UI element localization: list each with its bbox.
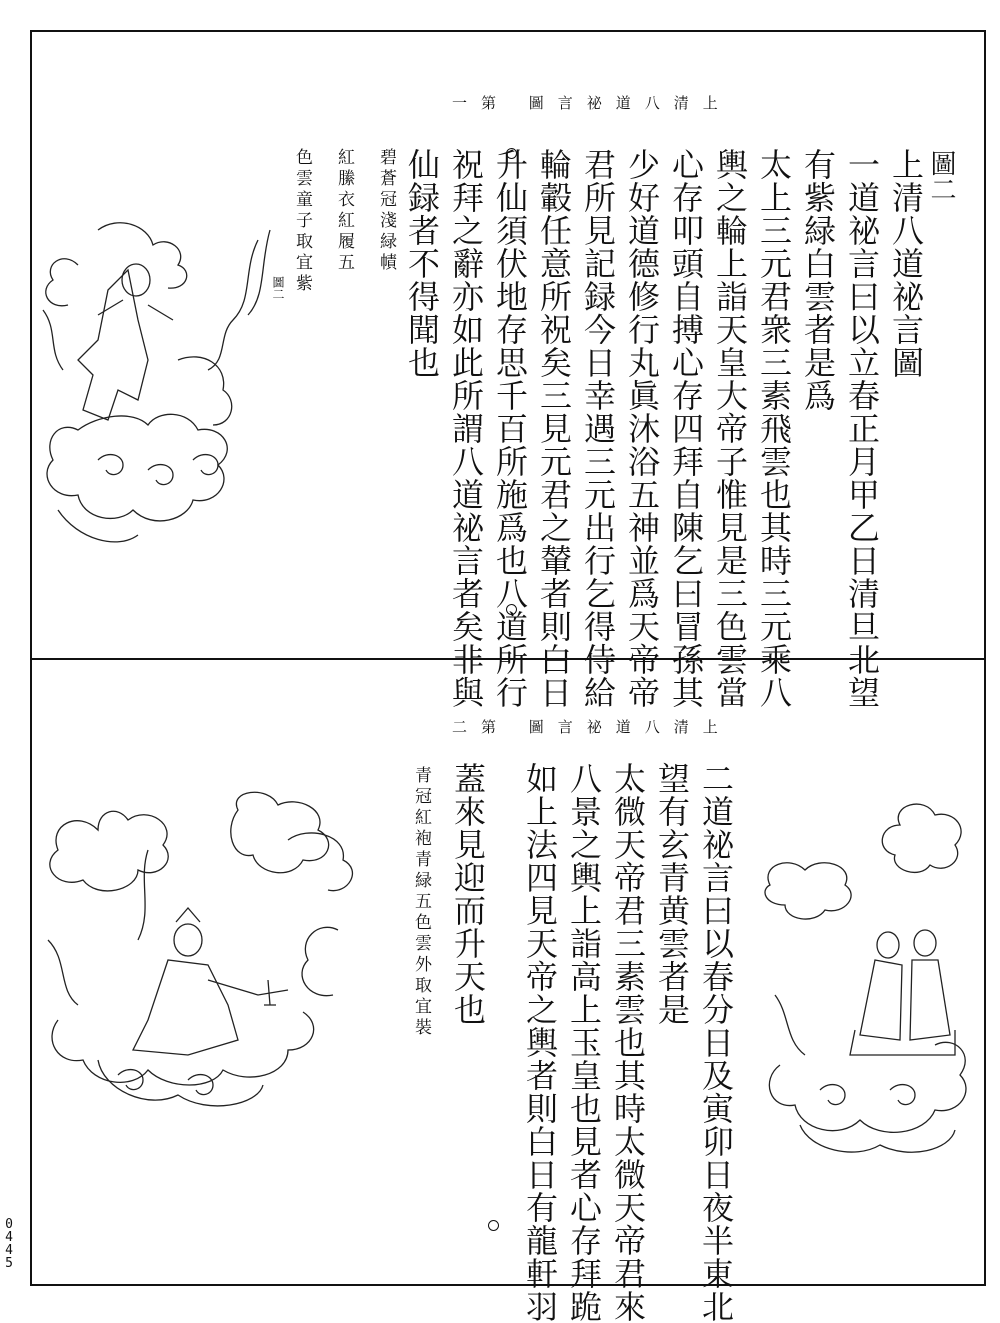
bottom-running-header: 上清八道祕言圖 第二 <box>452 718 732 736</box>
bottom-text-col-1: 二道祕言曰以春分日及寅卯日夜半東北 <box>697 762 735 1323</box>
bottom-text-col-4: 八景之輿上詣高上玉皇也見者心存拜跪 <box>565 762 603 1323</box>
top-text-col-8: 君所見記録今日幸遇三元出行乞得侍給 <box>579 148 617 709</box>
punctuation-circle <box>506 604 517 615</box>
top-caption-2: 紅縢衣紅履五 <box>334 148 354 274</box>
top-figure-number: 圖二 <box>271 276 285 300</box>
page-number: 0445 <box>5 1217 13 1271</box>
bottom-text-col-6: 蓋來見迎而升天也 <box>449 762 487 1026</box>
top-running-header: 上清八道祕言圖 第一 <box>452 94 732 112</box>
top-text-col-9: 輪轂任意所祝矣三見元君之輦者則白日 <box>535 148 573 709</box>
bottom-text-col-5: 如上法四見天帝之輿者則白日有龍軒羽 <box>521 762 559 1323</box>
punctuation-circle <box>488 1220 499 1231</box>
top-text-col-11: 祝拜之辭亦如此所謂八道祕言者矣非與 <box>447 148 485 709</box>
seated-deity-illustration <box>38 790 388 1120</box>
top-text-col-7: 少好道德修行丸眞沐浴五神並爲天帝帝 <box>623 148 661 709</box>
top-text-col-1: 上清八道祕言圖 <box>887 148 925 379</box>
bottom-text-col-2: 望有玄青黄雲者是 <box>653 762 691 1026</box>
top-figure-label: 圖二 <box>926 150 956 202</box>
attendants-illustration <box>760 795 980 1175</box>
top-text-col-2: 一道祕言曰以立春正月甲乙日清旦北望 <box>843 148 881 709</box>
top-caption-3: 色雲童子取宜紫 <box>292 148 312 295</box>
punctuation-circle <box>506 148 517 159</box>
top-text-col-3: 有紫緑白雲者是爲 <box>799 148 837 412</box>
top-text-col-6: 心存叩頭自搏心存四拜自陳乞曰冒孫其 <box>667 148 705 709</box>
top-caption-1: 碧蒼冠淺緑幘 <box>376 148 396 274</box>
bottom-text-col-3: 太微天帝君三素雲也其時太微天帝君來 <box>609 762 647 1323</box>
top-text-col-5: 輿之輪上詣天皇大帝子惟見是三色雲當 <box>711 148 749 709</box>
bottom-caption: 青冠紅袍青緑五色雲外取宜裝 <box>411 766 431 1039</box>
top-text-col-10: 升仙須伏地存思千百所施爲也八道所行 <box>491 148 529 709</box>
cloud-deity-illustration <box>38 210 278 560</box>
top-text-col-12: 仙録者不得聞也 <box>403 148 441 379</box>
top-text-col-4: 太上三元君衆三素飛雲也其時三元乘八 <box>755 148 793 709</box>
